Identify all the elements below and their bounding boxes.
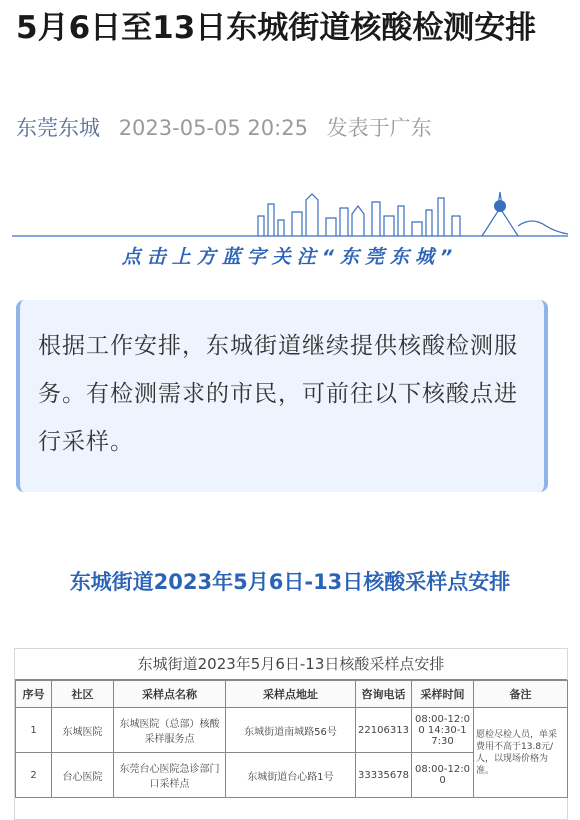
banner-prefix: 点击上方蓝字关注“ <box>121 246 340 268</box>
city-skyline-illustration <box>12 186 568 242</box>
cell-time: 08:00-12:00 <box>412 753 474 798</box>
publish-date: 2023-05-05 20:25 <box>118 116 308 140</box>
cell-time: 08:00-12:00 14:30-17:30 <box>412 708 474 753</box>
tower-dome-shape <box>494 200 506 212</box>
cell-community: 台心医院 <box>52 753 114 798</box>
cell-index: 1 <box>16 708 52 753</box>
table-caption: 东城街道2023年5月6日-13日核酸采样点安排 <box>15 649 567 680</box>
table-row <box>16 708 568 753</box>
cell-address: 东城街道台心路1号 <box>226 753 356 798</box>
publish-location: 发表于广东 <box>326 116 432 140</box>
header-site-name: 采样点名称 <box>114 681 226 708</box>
cell-phone: 33335678 <box>356 753 412 798</box>
cell-phone: 22106313 <box>356 708 412 753</box>
banner-suffix: ” <box>440 246 459 268</box>
banner-follow-text <box>12 242 568 269</box>
follow-banner[interactable] <box>12 186 568 270</box>
author-link[interactable]: 东莞东城 <box>16 116 100 140</box>
header-community: 社区 <box>52 681 114 708</box>
sampling-sites-table-image <box>14 648 568 820</box>
header-phone: 咨询电话 <box>356 681 412 708</box>
cell-address: 东城街道南城路56号 <box>226 708 356 753</box>
notice-text: 根据工作安排，东城街道继续提供核酸检测服务。有检测需求的市民，可前往以下核酸点进行采样。 <box>38 333 518 455</box>
header-address: 采样点地址 <box>226 681 356 708</box>
header-note: 备注 <box>474 681 568 708</box>
cell-index: 2 <box>16 753 52 798</box>
cell-site-name: 东城医院（总部）核酸采样服务点 <box>114 708 226 753</box>
table-header-row <box>16 681 568 708</box>
article-title: 5月6日至13日东城街道核酸检测安排 <box>16 10 537 46</box>
header-time: 采样时间 <box>412 681 474 708</box>
notice-box <box>16 300 548 492</box>
section-heading: 东城街道2023年5月6日-13日核酸采样点安排 <box>69 570 511 594</box>
cell-note: 愿检尽检人员，单采费用不高于13.8元/人，以现场价格为准。 <box>474 708 568 798</box>
header-index: 序号 <box>16 681 52 708</box>
banner-brand: 东莞东城 <box>339 246 440 268</box>
article-meta <box>16 112 432 142</box>
cell-site-name: 东莞台心医院急诊部门口采样点 <box>114 753 226 798</box>
cell-community: 东城医院 <box>52 708 114 753</box>
sampling-sites-table <box>15 680 568 798</box>
